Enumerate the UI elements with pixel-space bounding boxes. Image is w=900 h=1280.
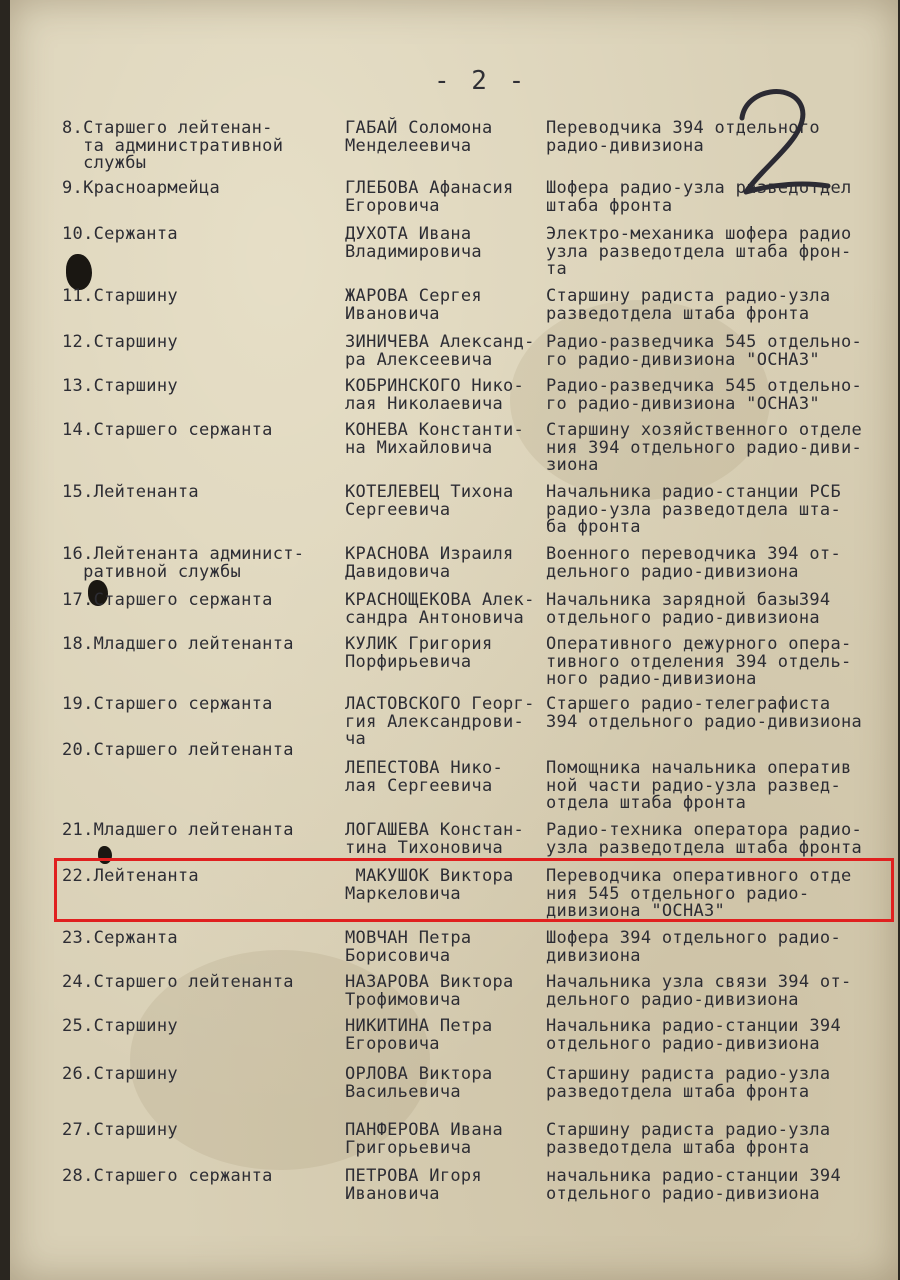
name-cell: КОНЕВА Константи- на Михайловича (345, 420, 525, 458)
rank-cell: 14.Старшего сержанта (62, 420, 273, 440)
rank-cell: 20.Старшего лейтенанта (62, 740, 294, 760)
rank-cell: 27.Старшину (62, 1120, 178, 1140)
position-cell: начальника радио-станции 394 отдельного радио-дивизиона (546, 1166, 841, 1204)
position-cell: Начальника радио-станции РСБ радио-узла разведотдела шта- ба фронта (546, 482, 841, 537)
position-cell: Помощника начальника оператив ной части радио-узла развед- отдела штаба фронта (546, 758, 852, 813)
position-cell: Радио-разведчика 545 отдельно- го радио-дивизиона "ОСНАЗ" (546, 332, 863, 370)
position-cell: Оперативного дежурного опера- тивного отделения 394 отдель- ного радио-дивизиона (546, 634, 852, 689)
rank-cell: 10.Сержанта (62, 224, 178, 244)
rank-cell: 11.Старшину (62, 286, 178, 306)
name-cell: ЛАСТОВСКОГО Георг- гия Александрови- ча (345, 694, 535, 749)
rank-cell: 18.Младшего лейтенанта (62, 634, 294, 654)
rank-cell: 28.Старшего сержанта (62, 1166, 273, 1186)
highlight-box (54, 858, 894, 922)
name-cell: ПАНФЕРОВА Ивана Григорьевича (345, 1120, 504, 1158)
name-cell: КУЛИК Григория Порфирьевича (345, 634, 493, 672)
name-cell: КОБРИНСКОГО Нико- лая Николаевича (345, 376, 525, 414)
punch-hole (66, 254, 92, 290)
position-cell: Начальника зарядной базы394 отдельного радио-дивизиона (546, 590, 831, 628)
rank-cell: 16.Лейтенанта админист- ративной службы (62, 544, 305, 582)
position-cell: Шофера 394 отдельного радио- дивизиона (546, 928, 841, 966)
name-cell: МОВЧАН Петра Борисовича (345, 928, 472, 966)
rank-cell: 23.Сержанта (62, 928, 178, 948)
name-cell: КОТЕЛЕВЕЦ Тихона Сергеевича (345, 482, 514, 520)
page-number: - 2 - (434, 66, 528, 96)
position-cell: Военного переводчика 394 от- дельного радио-дивизиона (546, 544, 841, 582)
position-cell: Старшего радио-телеграфиста 394 отдельного радио-дивизиона (546, 694, 863, 732)
position-cell: Старшину радиста радио-узла разведотдела штаба фронта (546, 1120, 831, 1158)
name-cell: ЖАРОВА Сергея Ивановича (345, 286, 482, 324)
position-cell: Старшину радиста радио-узла разведотдела штаба фронта (546, 1064, 831, 1102)
position-cell: Старшину радиста радио-узла разведотдела штаба фронта (546, 286, 831, 324)
position-cell: Шофера радио-узла разведотдел штаба фронта (546, 178, 852, 216)
position-cell: Электро-механика шофера радио узла разведотдела штаба фрон- та (546, 224, 852, 279)
name-cell: КРАСНОВА Израиля Давидовича (345, 544, 514, 582)
name-cell: ДУХОТА Ивана Владимировича (345, 224, 482, 262)
rank-cell: 26.Старшину (62, 1064, 178, 1084)
rank-cell: 25.Старшину (62, 1016, 178, 1036)
position-cell: Старшину хозяйственного отделе ния 394 отдельного радио-диви- зиона (546, 420, 863, 475)
position-cell: Переводчика оперативного отде ния 545 отдельного радио- дивизиона "ОСНАЗ" (546, 866, 852, 921)
position-cell: Начальника узла связи 394 от- дельного радио-дивизиона (546, 972, 852, 1010)
position-cell: Радио-техника оператора радио- узла разведотдела штаба фронта (546, 820, 863, 858)
name-cell: ГЛЕБОВА Афанасия Егоровича (345, 178, 514, 216)
name-cell: КРАСНОЩЕКОВА Алек- сандра Антоновича (345, 590, 535, 628)
name-cell: МАКУШОК Виктора Маркеловича (345, 866, 514, 904)
rank-cell: 22.Лейтенанта (62, 866, 199, 886)
name-cell: ЛЕПЕСТОВА Нико- лая Сергеевича (345, 758, 504, 796)
name-cell: ЛОГАШЕВА Констан- тина Тихоновича (345, 820, 525, 858)
position-cell: Радио-разведчика 545 отдельно- го радио-дивизиона "ОСНАЗ" (546, 376, 863, 414)
rank-cell: 19.Старшего сержанта (62, 694, 273, 714)
name-cell: НИКИТИНА Петра Егоровича (345, 1016, 493, 1054)
rank-cell: 13.Старшину (62, 376, 178, 396)
name-cell: ОРЛОВА Виктора Васильевича (345, 1064, 493, 1102)
rank-cell: 12.Старшину (62, 332, 178, 352)
name-cell: ГАБАЙ Соломона Менделеевича (345, 118, 493, 156)
name-cell: НАЗАРОВА Виктора Трофимовича (345, 972, 514, 1010)
name-cell: ПЕТРОВА Игоря Ивановича (345, 1166, 482, 1204)
document-page (10, 0, 898, 1280)
rank-cell: 9.Красноармейца (62, 178, 221, 198)
rank-cell: 17.Старшего сержанта (62, 590, 273, 610)
name-cell: ЗИНИЧЕВА Александ- ра Алексеевича (345, 332, 535, 370)
rank-cell: 15.Лейтенанта (62, 482, 199, 502)
position-cell: Начальника радио-станции 394 отдельного радио-дивизиона (546, 1016, 841, 1054)
rank-cell: 8.Старшего лейтенан- та административной службы (62, 118, 284, 173)
position-cell: Переводчика 394 отдельного радио-дивизиона (546, 118, 820, 156)
rank-cell: 24.Старшего лейтенанта (62, 972, 294, 992)
rank-cell: 21.Младшего лейтенанта (62, 820, 294, 840)
